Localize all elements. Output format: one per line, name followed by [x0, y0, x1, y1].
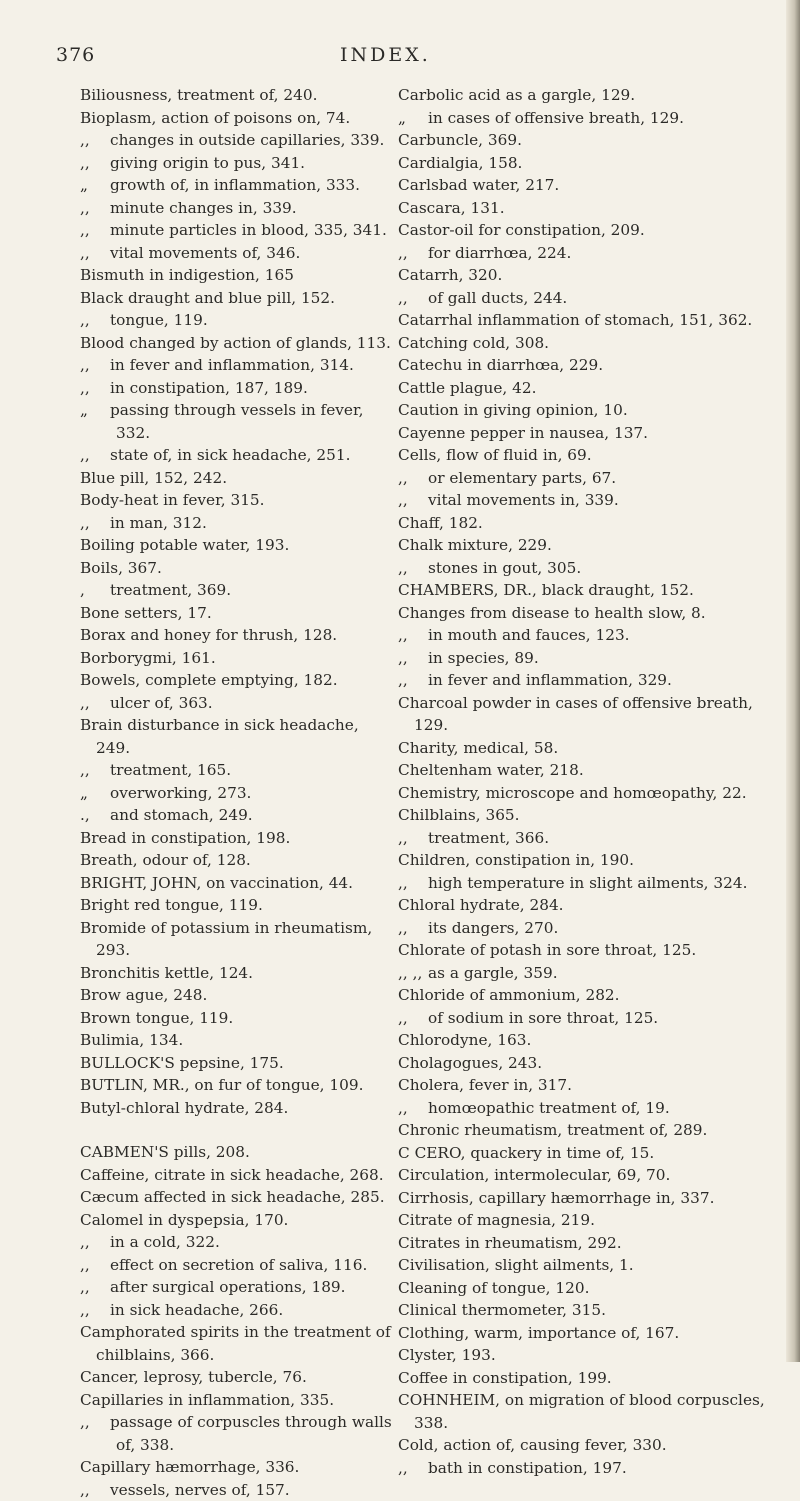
entry-text: Cold, action of, causing fever, 330.: [398, 1436, 667, 1454]
entry-text: C CERO, quackery in time of, 15.: [398, 1144, 654, 1162]
index-subentry: [80, 692, 392, 715]
ditto-mark: ,,: [398, 917, 428, 940]
entry-text: Carbuncle, 369.: [398, 131, 522, 149]
index-subentry: [398, 624, 790, 647]
index-entry: [80, 1389, 392, 1412]
entry-text: of gall ducts, 244.: [428, 289, 567, 307]
index-entry: [398, 579, 790, 602]
entry-text: Cæcum affected in sick headache, 285.: [80, 1188, 385, 1206]
entry-text: in cases of offensive breath, 129.: [428, 109, 684, 127]
index-subentry: [398, 467, 790, 490]
ditto-mark: ,, ,,: [398, 962, 428, 985]
index-subentry: [80, 512, 392, 535]
index-subentry: [398, 287, 790, 310]
entry-text: Children, constipation in, 190.: [398, 851, 634, 869]
index-entry: [398, 692, 790, 737]
index-entry: [80, 1209, 392, 1232]
entry-text: high temperature in slight ailments, 324.: [428, 874, 747, 892]
entry-text: Clinical thermometer, 315.: [398, 1301, 606, 1319]
index-entry: [80, 534, 392, 557]
entry-text: Changes from disease to health slow, 8.: [398, 604, 706, 622]
entry-text: and stomach, 249.: [110, 806, 253, 824]
index-subentry: [398, 242, 790, 265]
entry-text: Butyl-chloral hydrate, 284.: [80, 1099, 288, 1117]
ditto-mark: ,,: [80, 1299, 110, 1322]
entry-text: in man, 312.: [110, 514, 207, 532]
index-entry: [80, 107, 392, 130]
index-entry: [398, 1029, 790, 1052]
entry-text: BUTLIN, MR., on fur of tongue, 109.: [80, 1076, 363, 1094]
index-subentry: [80, 1231, 392, 1254]
entry-text: growth of, in inflammation, 333.: [110, 176, 360, 194]
entry-text: Chloride of ammonium, 282.: [398, 986, 620, 1004]
entry-text: Cayenne pepper in nausea, 137.: [398, 424, 648, 442]
ditto-mark: ,,: [80, 1411, 110, 1434]
index-entry: [398, 1052, 790, 1075]
index-entry: [398, 1142, 790, 1165]
ditto-mark: ,,: [398, 489, 428, 512]
entry-text: Cattle plague, 42.: [398, 379, 536, 397]
entry-text: Catechu in diarrhœa, 229.: [398, 356, 603, 374]
index-entry: [398, 264, 790, 287]
entry-text: Capillary hæmorrhage, 336.: [80, 1458, 299, 1476]
entry-text: Borax and honey for thrush, 128.: [80, 626, 337, 644]
index-entry: [80, 264, 392, 287]
index-subentry: [80, 219, 392, 242]
ditto-mark: .,: [80, 804, 110, 827]
entry-text: Brown tongue, 119.: [80, 1009, 233, 1027]
index-entry: [398, 84, 790, 107]
ditto-mark: ,,: [80, 354, 110, 377]
entry-text: Bone setters, 17.: [80, 604, 212, 622]
index-entry: [398, 129, 790, 152]
entry-text: Cells, flow of fluid in, 69.: [398, 446, 592, 464]
entry-text: minute particles in blood, 335, 341.: [110, 221, 387, 239]
index-subentry: [80, 1299, 392, 1322]
ditto-mark: ,,: [398, 647, 428, 670]
ditto-mark: ,,: [398, 467, 428, 490]
index-entry: [80, 84, 392, 107]
entry-text: Chlorodyne, 163.: [398, 1031, 531, 1049]
entry-text: in fever and inflammation, 329.: [428, 671, 672, 689]
index-entry: [80, 714, 392, 759]
ditto-mark: ,,: [80, 444, 110, 467]
index-subentry: [80, 197, 392, 220]
ditto-mark: ,,: [398, 1007, 428, 1030]
index-subentry: [398, 647, 790, 670]
page-header: [0, 44, 800, 74]
entry-text: ulcer of, 363.: [110, 694, 213, 712]
index-entry: [398, 804, 790, 827]
index-subentry: [80, 1254, 392, 1277]
index-entry: [398, 759, 790, 782]
index-entry: [398, 219, 790, 242]
ditto-mark: ,,: [398, 872, 428, 895]
entry-text: Bioplasm, action of poisons on, 74.: [80, 109, 350, 127]
ditto-mark: ,,: [80, 129, 110, 152]
index-subentry: [398, 1097, 790, 1120]
index-entry: [398, 152, 790, 175]
index-entry: [398, 1322, 790, 1345]
index-column-right: [398, 84, 790, 1479]
entry-text: CHAMBERS, DR., black draught, 152.: [398, 581, 694, 599]
ditto-mark: „: [80, 174, 110, 197]
entry-text: Boils, 367.: [80, 559, 162, 577]
entry-text: changes in outside capillaries, 339.: [110, 131, 384, 149]
index-entry: [398, 1164, 790, 1187]
ditto-mark: ,,: [80, 219, 110, 242]
index-entry: [398, 534, 790, 557]
ditto-mark: ,,: [398, 242, 428, 265]
index-entry: [80, 489, 392, 512]
index-entry: [80, 1097, 392, 1120]
index-entry: [398, 1277, 790, 1300]
index-entry: [398, 1074, 790, 1097]
ditto-mark: ,,: [80, 512, 110, 535]
index-entry: [80, 849, 392, 872]
entry-text: minute changes in, 339.: [110, 199, 297, 217]
index-entry: [398, 197, 790, 220]
index-entry: [398, 602, 790, 625]
entry-text: Body-heat in fever, 315.: [80, 491, 265, 509]
entry-text: Calomel in dyspepsia, 170.: [80, 1211, 288, 1229]
index-subentry: [398, 917, 790, 940]
entry-text: vital movements of, 346.: [110, 244, 300, 262]
entry-text: Cleaning of tongue, 120.: [398, 1279, 589, 1297]
ditto-mark: ,,: [80, 242, 110, 265]
entry-text: Bright red tongue, 119.: [80, 896, 263, 914]
index-entry: [398, 1389, 790, 1434]
entry-text: Cardialgia, 158.: [398, 154, 522, 172]
index-subentry: [398, 489, 790, 512]
index-entry: [80, 669, 392, 692]
index-entry: [80, 1007, 392, 1030]
index-subentry: [80, 129, 392, 152]
ditto-mark: ,,: [80, 309, 110, 332]
ditto-mark: „: [80, 782, 110, 805]
entry-text: Brow ague, 248.: [80, 986, 207, 1004]
entry-text: COHNHEIM, on migration of blood corpuscles, 338.: [398, 1391, 765, 1432]
ditto-mark: ,,: [80, 1254, 110, 1277]
entry-text: Capillaries in inflammation, 335.: [80, 1391, 334, 1409]
index-entry: [398, 894, 790, 917]
entry-text: Cancer, leprosy, tubercle, 76.: [80, 1368, 307, 1386]
index-subentry: [398, 1457, 790, 1480]
index-entry: [80, 1321, 392, 1366]
ditto-mark: „: [398, 107, 428, 130]
index-entry: [80, 984, 392, 1007]
index-entry: [80, 1164, 392, 1187]
index-entry: [80, 894, 392, 917]
entry-text: in mouth and fauces, 123.: [428, 626, 630, 644]
ditto-mark: ,,: [398, 557, 428, 580]
section-gap: [80, 1119, 392, 1141]
index-subentry: [80, 1479, 392, 1501]
ditto-mark: ,,: [398, 827, 428, 850]
entry-text: Coffee in constipation, 199.: [398, 1369, 612, 1387]
index-entry: [398, 1434, 790, 1457]
index-entry: [398, 377, 790, 400]
entry-text: Chlorate of potash in sore throat, 125.: [398, 941, 696, 959]
index-entry: [80, 1074, 392, 1097]
index-entry: [80, 557, 392, 580]
entry-text: Bowels, complete emptying, 182.: [80, 671, 338, 689]
ditto-mark: ,,: [398, 669, 428, 692]
entry-text: Bromide of potassium in rheumatism, 293.: [80, 919, 372, 960]
index-entry: [398, 422, 790, 445]
index-entry: [398, 1119, 790, 1142]
ditto-mark: ,,: [80, 692, 110, 715]
index-entry: [398, 332, 790, 355]
entry-text: treatment, 165.: [110, 761, 231, 779]
entry-text: Cascara, 131.: [398, 199, 505, 217]
entry-text: for diarrhœa, 224.: [428, 244, 571, 262]
index-entry: [398, 512, 790, 535]
entry-text: Charity, medical, 58.: [398, 739, 558, 757]
index-entry: [80, 647, 392, 670]
index-subentry: [398, 872, 790, 895]
index-entry: [398, 737, 790, 760]
index-subentry: [80, 1411, 392, 1456]
ditto-mark: ,,: [80, 197, 110, 220]
index-subentry: [398, 1007, 790, 1030]
entry-text: Caffeine, citrate in sick headache, 268.: [80, 1166, 384, 1184]
entry-text: homœopathic treatment of, 19.: [428, 1099, 670, 1117]
entry-text: Biliousness, treatment of, 240.: [80, 86, 317, 104]
entry-text: Caution in giving opinion, 10.: [398, 401, 628, 419]
entry-text: BRIGHT, JOHN, on vaccination, 44.: [80, 874, 353, 892]
entry-text: Chaff, 182.: [398, 514, 483, 532]
index-entry: [80, 1141, 392, 1164]
entry-text: Circulation, intermolecular, 69, 70.: [398, 1166, 670, 1184]
index-entry: [398, 399, 790, 422]
index-entry: [80, 827, 392, 850]
index-entry: [398, 939, 790, 962]
entry-text: Bread in constipation, 198.: [80, 829, 290, 847]
entry-text: after surgical operations, 189.: [110, 1278, 346, 1296]
entry-text: Boiling potable water, 193.: [80, 536, 289, 554]
entry-text: in constipation, 187, 189.: [110, 379, 308, 397]
entry-text: as a gargle, 359.: [428, 964, 558, 982]
index-entry: [80, 1366, 392, 1389]
entry-text: in sick headache, 266.: [110, 1301, 283, 1319]
index-entry: [80, 1052, 392, 1075]
index-entry: [398, 782, 790, 805]
index-entry: [398, 1254, 790, 1277]
ditto-mark: ,,: [80, 377, 110, 400]
index-subentry: [80, 759, 392, 782]
entry-text: passing through vessels in fever, 332.: [110, 401, 363, 442]
entry-text: Chloral hydrate, 284.: [398, 896, 564, 914]
entry-text: Bismuth in indigestion, 165: [80, 266, 294, 284]
entry-text: Charcoal powder in cases of offensive breath, 129.: [398, 694, 753, 735]
entry-text: of sodium in sore throat, 125.: [428, 1009, 658, 1027]
index-subentry: [80, 242, 392, 265]
entry-text: Blue pill, 152, 242.: [80, 469, 227, 487]
entry-text: BULLOCK'S pepsine, 175.: [80, 1054, 284, 1072]
index-entry: [80, 332, 392, 355]
entry-text: Chemistry, microscope and homœopathy, 22.: [398, 784, 747, 802]
index-subentry: [80, 1276, 392, 1299]
entry-text: Chronic rheumatism, treatment of, 289.: [398, 1121, 707, 1139]
ditto-mark: ,,: [398, 1457, 428, 1480]
entry-text: Cirrhosis, capillary hæmorrhage in, 337.: [398, 1189, 714, 1207]
index-subentry: [398, 669, 790, 692]
index-subentry: [80, 309, 392, 332]
index-entry: [80, 1456, 392, 1479]
ditto-mark: ,,: [398, 287, 428, 310]
entry-text: or elementary parts, 67.: [428, 469, 616, 487]
entry-text: in species, 89.: [428, 649, 539, 667]
entry-text: stones in gout, 305.: [428, 559, 581, 577]
index-subentry: [80, 444, 392, 467]
entry-text: vessels, nerves of, 157.: [110, 1481, 290, 1499]
index-entry: [398, 1232, 790, 1255]
ditto-mark: ,,: [398, 624, 428, 647]
entry-text: Breath, odour of, 128.: [80, 851, 251, 869]
index-subentry: [80, 782, 392, 805]
entry-text: Chilblains, 365.: [398, 806, 520, 824]
index-subentry: [398, 827, 790, 850]
ditto-mark: ,,: [80, 1276, 110, 1299]
index-subentry: [80, 804, 392, 827]
entry-text: passage of corpuscles through walls of, 338.: [110, 1413, 392, 1454]
index-column-left: [80, 84, 392, 1501]
index-subentry: [80, 377, 392, 400]
ditto-mark: ,: [80, 579, 110, 602]
entry-text: Brain disturbance in sick headache, 249.: [80, 716, 359, 757]
entry-text: Citrates in rheumatism, 292.: [398, 1234, 622, 1252]
index-entry: [398, 984, 790, 1007]
entry-text: Camphorated spirits in the treatment of chilblains, 366.: [80, 1323, 391, 1364]
ditto-mark: ,,: [80, 1231, 110, 1254]
entry-text: Catarrh, 320.: [398, 266, 502, 284]
entry-text: giving origin to pus, 341.: [110, 154, 305, 172]
index-entry: [398, 1187, 790, 1210]
index-subentry: [80, 354, 392, 377]
entry-text: Clyster, 193.: [398, 1346, 496, 1364]
index-entry: [80, 287, 392, 310]
index-entry: [398, 354, 790, 377]
index-subentry: [80, 579, 392, 602]
entry-text: Clothing, warm, importance of, 167.: [398, 1324, 679, 1342]
entry-text: Cholera, fever in, 317.: [398, 1076, 572, 1094]
index-subentry: [398, 107, 790, 130]
entry-text: Black draught and blue pill, 152.: [80, 289, 335, 307]
entry-text: Carbolic acid as a gargle, 129.: [398, 86, 635, 104]
entry-text: overworking, 273.: [110, 784, 251, 802]
index-entry: [80, 602, 392, 625]
index-subentry: [398, 557, 790, 580]
page-number: 376: [56, 44, 95, 66]
index-entry: [80, 962, 392, 985]
index-entry: [80, 1186, 392, 1209]
index-subentry: [80, 174, 392, 197]
index-entry: [398, 174, 790, 197]
entry-text: Cholagogues, 243.: [398, 1054, 542, 1072]
entry-text: treatment, 369.: [110, 581, 231, 599]
entry-text: in a cold, 322.: [110, 1233, 220, 1251]
entry-text: its dangers, 270.: [428, 919, 558, 937]
entry-text: Bulimia, 134.: [80, 1031, 183, 1049]
ditto-mark: „: [80, 399, 110, 422]
entry-text: Blood changed by action of glands, 113.: [80, 334, 391, 352]
index-subentry: [80, 399, 392, 444]
ditto-mark: ,,: [80, 1479, 110, 1501]
entry-text: Catarrhal inflammation of stomach, 151, 362.: [398, 311, 752, 329]
ditto-mark: ,,: [80, 759, 110, 782]
ditto-mark: ,,: [80, 152, 110, 175]
entry-text: Catching cold, 308.: [398, 334, 549, 352]
entry-text: Chalk mixture, 229.: [398, 536, 552, 554]
ditto-mark: ,,: [398, 1097, 428, 1120]
entry-text: tongue, 119.: [110, 311, 208, 329]
index-subentry: [80, 152, 392, 175]
index-entry: [80, 917, 392, 962]
entry-text: CABMEN'S pills, 208.: [80, 1143, 250, 1161]
entry-text: Civilisation, slight ailments, 1.: [398, 1256, 634, 1274]
entry-text: bath in constipation, 197.: [428, 1459, 627, 1477]
entry-text: Carlsbad water, 217.: [398, 176, 559, 194]
index-entry: [80, 624, 392, 647]
index-entry: [80, 872, 392, 895]
index-entry: [80, 1029, 392, 1052]
index-entry: [80, 467, 392, 490]
entry-text: Bronchitis kettle, 124.: [80, 964, 253, 982]
index-entry: [398, 444, 790, 467]
running-title: INDEX.: [340, 44, 431, 66]
index-entry: [398, 1367, 790, 1390]
index-subentry: [398, 962, 790, 985]
entry-text: Citrate of magnesia, 219.: [398, 1211, 595, 1229]
index-entry: [398, 309, 790, 332]
entry-text: Borborygmi, 161.: [80, 649, 216, 667]
index-entry: [398, 1344, 790, 1367]
entry-text: in fever and inflammation, 314.: [110, 356, 354, 374]
index-entry: [398, 849, 790, 872]
index-entry: [398, 1209, 790, 1232]
entry-text: treatment, 366.: [428, 829, 549, 847]
entry-text: Cheltenham water, 218.: [398, 761, 584, 779]
entry-text: state of, in sick headache, 251.: [110, 446, 350, 464]
entry-text: vital movements in, 339.: [428, 491, 619, 509]
index-entry: [398, 1299, 790, 1322]
entry-text: Castor-oil for constipation, 209.: [398, 221, 645, 239]
entry-text: effect on secretion of saliva, 116.: [110, 1256, 367, 1274]
